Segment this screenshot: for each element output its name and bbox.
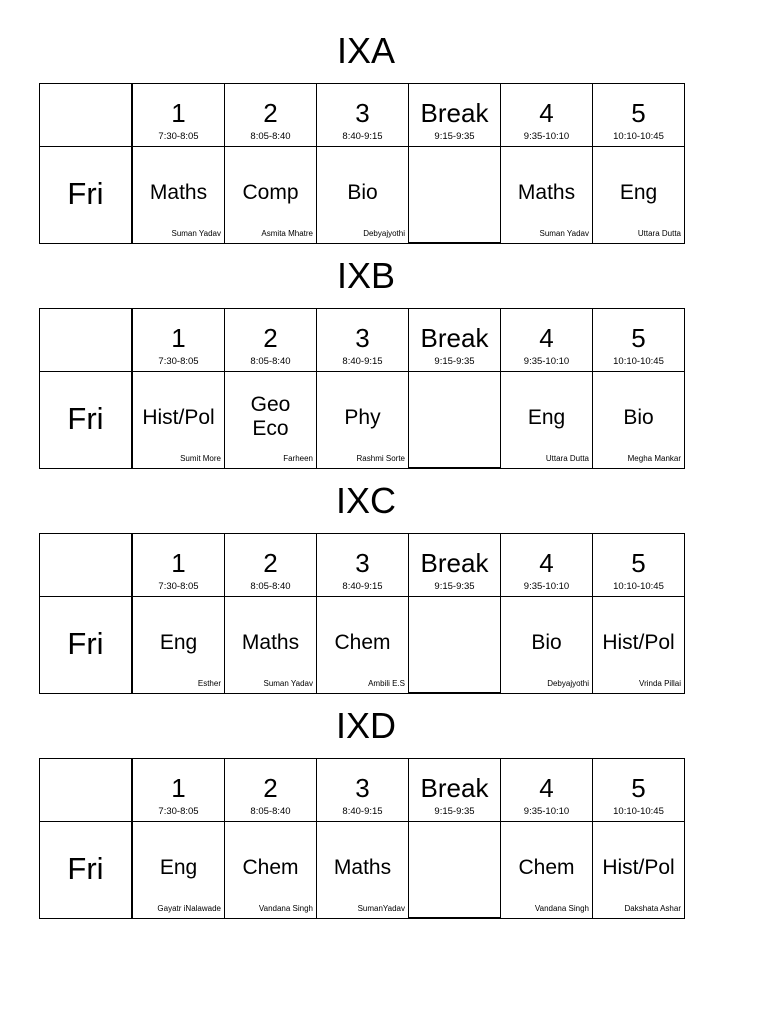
period-time: 8:05-8:40 xyxy=(250,581,291,592)
day-cell xyxy=(40,147,133,244)
period-header xyxy=(225,309,317,372)
period-header xyxy=(593,84,685,147)
period-number: 5 xyxy=(631,548,646,578)
lesson-cell xyxy=(132,822,225,919)
subject-label: Maths xyxy=(241,631,300,654)
day-label: Fri xyxy=(67,851,104,886)
lesson-cell xyxy=(225,822,317,919)
period-number: 1 xyxy=(171,323,186,353)
subject-label: Maths xyxy=(517,181,576,204)
period-time: 10:10-10:45 xyxy=(613,806,664,817)
period-header xyxy=(409,309,501,372)
teacher-name: Suman Yadav xyxy=(539,228,589,238)
period-header xyxy=(132,309,225,372)
teacher-name: Sumit More xyxy=(180,453,221,463)
period-header xyxy=(132,759,225,822)
teacher-name: Megha Mankar xyxy=(627,453,681,463)
subject-label: Maths xyxy=(333,856,392,879)
period-number: 2 xyxy=(263,98,278,128)
period-header xyxy=(317,309,409,372)
class-title: IXC xyxy=(335,480,396,521)
break-cell xyxy=(409,597,501,694)
teacher-name: Debyajyothi xyxy=(547,678,589,688)
class-section-3 xyxy=(0,705,768,930)
lesson-cell xyxy=(225,372,317,469)
period-number: 2 xyxy=(263,323,278,353)
period-header xyxy=(225,759,317,822)
class-section-2 xyxy=(0,480,768,705)
period-header xyxy=(501,309,593,372)
break-cell xyxy=(409,147,501,244)
period-time: 8:40-9:15 xyxy=(342,131,383,142)
period-time: 7:30-8:05 xyxy=(158,131,199,142)
period-header xyxy=(132,534,225,597)
teacher-name: Asmita Mhatre xyxy=(261,228,313,238)
period-header xyxy=(317,534,409,597)
period-header xyxy=(593,309,685,372)
subject-label: Eng xyxy=(619,181,658,204)
period-header xyxy=(132,84,225,147)
class-title: IXD xyxy=(335,705,396,746)
subject-label: Hist/Pol xyxy=(602,631,675,654)
period-number: 1 xyxy=(171,548,186,578)
period-time: 9:35-10:10 xyxy=(523,356,570,367)
lesson-cell xyxy=(132,597,225,694)
lesson-cell xyxy=(501,372,593,469)
timetable-grid xyxy=(39,308,685,469)
teacher-name: Suman Yadav xyxy=(171,228,221,238)
corner-cell xyxy=(40,759,133,822)
corner-cell xyxy=(40,84,133,147)
period-header xyxy=(225,534,317,597)
period-number: 2 xyxy=(263,773,278,803)
period-time: 7:30-8:05 xyxy=(158,356,199,367)
period-header xyxy=(409,759,501,822)
period-time: 9:35-10:10 xyxy=(523,131,570,142)
period-header xyxy=(409,534,501,597)
period-header xyxy=(593,534,685,597)
class-title: IXA xyxy=(336,30,396,71)
period-number: 1 xyxy=(171,98,186,128)
period-number: 4 xyxy=(539,98,554,128)
day-label: Fri xyxy=(67,176,104,211)
subject-label: Bio xyxy=(623,406,654,429)
subject-label: Hist/Pol xyxy=(602,856,675,879)
period-number: 3 xyxy=(355,98,370,128)
period-number: 1 xyxy=(171,773,186,803)
period-number: 4 xyxy=(539,773,554,803)
period-time: 7:30-8:05 xyxy=(158,581,199,592)
timetable-grid xyxy=(39,83,685,244)
lesson-cell xyxy=(225,597,317,694)
period-time: 8:05-8:40 xyxy=(250,131,291,142)
period-number: Break xyxy=(420,98,489,128)
day-label: Fri xyxy=(67,401,104,436)
period-time: 9:35-10:10 xyxy=(523,806,570,817)
period-header xyxy=(225,84,317,147)
teacher-name: Ambili E.S xyxy=(368,678,405,688)
period-time: 9:15-9:35 xyxy=(434,806,475,817)
subject-label: Chem xyxy=(242,856,299,879)
subject-label: Phy xyxy=(344,406,381,429)
period-number: 5 xyxy=(631,773,646,803)
teacher-name: SumanYadav xyxy=(357,903,405,913)
period-time: 9:15-9:35 xyxy=(434,581,475,592)
class-section-1 xyxy=(0,255,768,480)
period-time: 9:35-10:10 xyxy=(523,581,570,592)
lesson-cell xyxy=(317,147,409,244)
teacher-name: Vandana Singh xyxy=(534,903,589,913)
lesson-cell xyxy=(317,597,409,694)
period-time: 10:10-10:45 xyxy=(613,131,664,142)
period-number: 4 xyxy=(539,323,554,353)
period-header xyxy=(317,84,409,147)
teacher-name: Vrinda Pillai xyxy=(639,678,681,688)
teacher-name: Suman Yadav xyxy=(263,678,313,688)
period-number: Break xyxy=(420,773,489,803)
period-header xyxy=(501,84,593,147)
lesson-cell xyxy=(132,147,225,244)
break-cell xyxy=(409,822,501,919)
lesson-cell xyxy=(501,147,593,244)
period-number: 3 xyxy=(355,773,370,803)
period-time: 7:30-8:05 xyxy=(158,806,199,817)
period-number: 3 xyxy=(355,323,370,353)
period-number: 3 xyxy=(355,548,370,578)
lesson-cell xyxy=(593,597,685,694)
period-number: 5 xyxy=(631,98,646,128)
timetable-grid xyxy=(39,533,685,694)
period-header xyxy=(317,759,409,822)
corner-cell xyxy=(40,534,133,597)
lesson-cell xyxy=(593,147,685,244)
teacher-name: Farheen xyxy=(283,453,313,463)
period-number: 4 xyxy=(539,548,554,578)
period-time: 8:40-9:15 xyxy=(342,356,383,367)
period-number: 5 xyxy=(631,323,646,353)
period-time: 8:05-8:40 xyxy=(250,356,291,367)
timetable-grid xyxy=(39,758,685,919)
lesson-cell xyxy=(132,372,225,469)
subject-label: Bio xyxy=(347,181,378,204)
period-time: 10:10-10:45 xyxy=(613,356,664,367)
subject-label: Eng xyxy=(159,631,198,654)
period-time: 9:15-9:35 xyxy=(434,356,475,367)
teacher-name: Esther xyxy=(197,678,221,688)
subject-label: Eng xyxy=(527,406,566,429)
period-header xyxy=(593,759,685,822)
subject-label: Chem xyxy=(518,856,575,879)
period-number: 2 xyxy=(263,548,278,578)
teacher-name: Gayatr iNalawade xyxy=(157,903,221,913)
teacher-name: Uttara Dutta xyxy=(637,228,681,238)
subject-label: Geo Eco xyxy=(250,393,291,440)
period-time: 8:05-8:40 xyxy=(250,806,291,817)
period-header xyxy=(501,534,593,597)
subject-label: Eng xyxy=(159,856,198,879)
lesson-cell xyxy=(225,147,317,244)
period-header xyxy=(501,759,593,822)
class-title: IXB xyxy=(336,255,396,296)
day-cell xyxy=(40,597,133,694)
lesson-cell xyxy=(317,822,409,919)
subject-label: Bio xyxy=(531,631,562,654)
break-cell xyxy=(409,372,501,469)
corner-cell xyxy=(40,309,133,372)
teacher-name: Rashmi Sorte xyxy=(356,453,405,463)
subject-label: Comp xyxy=(242,181,299,204)
period-header xyxy=(409,84,501,147)
subject-label: Hist/Pol xyxy=(142,406,215,429)
teacher-name: Uttara Dutta xyxy=(545,453,589,463)
teacher-name: Vandana Singh xyxy=(258,903,313,913)
period-number: Break xyxy=(420,548,489,578)
period-time: 10:10-10:45 xyxy=(613,581,664,592)
subject-label: Maths xyxy=(149,181,208,204)
period-time: 9:15-9:35 xyxy=(434,131,475,142)
day-label: Fri xyxy=(67,626,104,661)
period-time: 8:40-9:15 xyxy=(342,581,383,592)
class-section-0 xyxy=(0,30,768,255)
teacher-name: Dakshata Ashar xyxy=(624,903,681,913)
lesson-cell xyxy=(593,822,685,919)
teacher-name: Debyajyothi xyxy=(363,228,405,238)
day-cell xyxy=(40,372,133,469)
lesson-cell xyxy=(593,372,685,469)
lesson-cell xyxy=(501,822,593,919)
day-cell xyxy=(40,822,133,919)
lesson-cell xyxy=(317,372,409,469)
period-time: 8:40-9:15 xyxy=(342,806,383,817)
subject-label: Chem xyxy=(334,631,391,654)
lesson-cell xyxy=(501,597,593,694)
period-number: Break xyxy=(420,323,489,353)
